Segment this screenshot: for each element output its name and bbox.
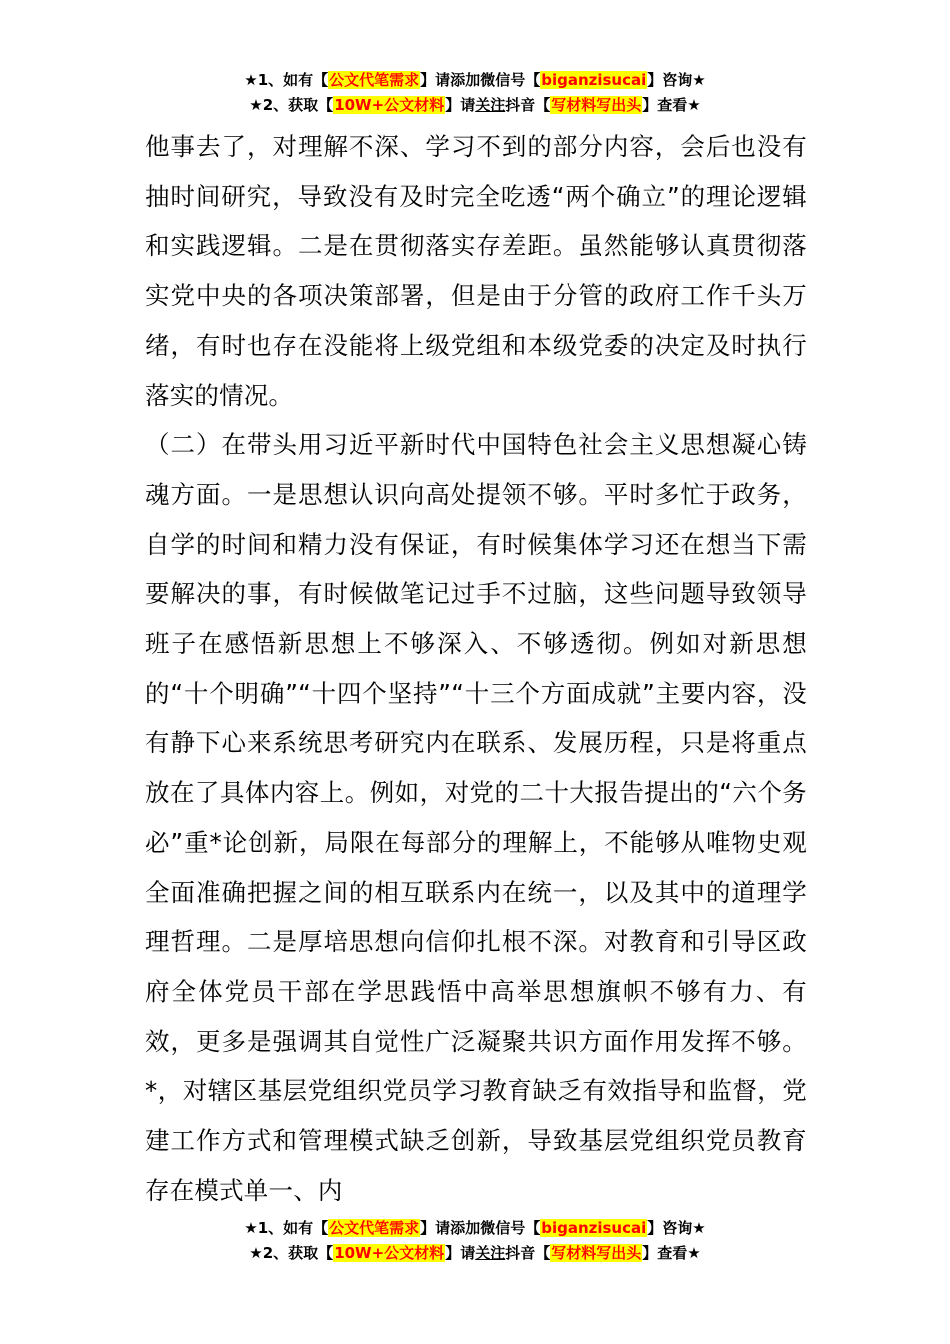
header-line-2 [0, 93, 950, 118]
footer-materials-highlight: 10W+公文材料 [334, 1244, 445, 1262]
footer-line-1-prefix: ★1、如有【 [244, 1219, 329, 1237]
header-line-1-prefix: ★1、如有【 [244, 71, 329, 89]
footer-line-1-mid: 】请添 [420, 1219, 466, 1237]
header-line-1 [0, 68, 950, 93]
header-line-1-mid2: 微信号【 [480, 71, 541, 89]
footer-wechat-id: biganzisucai [541, 1219, 647, 1237]
header-line-1-mid: 】请添 [420, 71, 466, 89]
footer-line-1 [0, 1216, 950, 1241]
paragraph-2: （二）在带头用习近平新时代中国特色社会主义思想凝心铸魂方面。一是思想认识向高处提领不够。平时多忙于政务，自学的时间和精力没有保证，有时候集体学习还在想当下需要解决的事，有时候做笔记过手不过脑，这些问题导致领导班子在感悟新思想上不够深入、不够透彻。例如对新思想的“十个明确”“十四个坚持”“十三个方面成就”主要内容，没有静下心来系统思考研究内在联系、发展历程，只是将重点放在了具体内容上。例如，对党的二十大报告提出的“六个务必”重*论创新，局限在每部分的理解上，不能够从唯物史观全面准确把握之间的相互联系内在统一，以及其中的道理学理哲理。二是厚培思想向信仰扎根不深。对教育和引导区政府全体党员干部在学思践悟中高举思想旗帜不够有力、有效，更多是强调其自觉性广泛凝聚共识方面作用发挥不够。*，对辖区基层党组织党员学习教育缺乏有效指导和监督，党建工作方式和管理模式缺乏创新，导致基层党组织党员教育存在模式单一、内 [145, 430, 807, 1205]
header-materials-highlight: 10W+公文材料 [334, 96, 445, 114]
footer-line-1-suffix: 】咨询★ [647, 1219, 706, 1237]
header-douyin-account: 写材料写出头 [551, 96, 642, 114]
header-line-2-suffix: 】查看★ [642, 96, 701, 114]
footer-service-highlight: 公文代笔需求 [329, 1219, 420, 1237]
header-wechat-id: biganzisucai [541, 71, 647, 89]
header-line-2-mid: 】请 [445, 96, 476, 114]
footer-banner [0, 1216, 950, 1266]
header-line-1-bold: 加 [465, 71, 481, 89]
footer-line-2 [0, 1241, 950, 1266]
header-line-2-mid2: 抖音【 [505, 96, 551, 114]
header-banner [0, 68, 950, 118]
footer-follow-underline: 关注 [475, 1244, 506, 1262]
footer-line-2-mid2: 抖音【 [505, 1244, 551, 1262]
header-line-2-prefix: ★2、获取【 [249, 96, 334, 114]
footer-line-2-suffix: 】查看★ [642, 1244, 701, 1262]
header-line-1-suffix: 】咨询★ [647, 71, 706, 89]
header-follow-underline: 关注 [475, 96, 506, 114]
footer-line-2-mid: 】请 [445, 1244, 476, 1262]
footer-douyin-account: 写材料写出头 [551, 1244, 642, 1262]
footer-line-1-mid2: 微信号【 [480, 1219, 541, 1237]
footer-line-1-bold: 加 [465, 1219, 481, 1237]
footer-line-2-prefix: ★2、获取【 [249, 1244, 334, 1262]
header-service-highlight: 公文代笔需求 [329, 71, 420, 89]
document-body [145, 122, 807, 1208]
paragraph-1: 他事去了，对理解不深、学习不到的部分内容，会后也没有抽时间研究，导致没有及时完全吃透“两个确立”的理论逻辑和实践逻辑。二是在贯彻落实存差距。虽然能够认真贯彻落实党中央的各项决策部署，但是由于分管的政府工作千头万绪，有时也存在没能将上级党组和本级党委的决定及时执行落实的情况。 [145, 132, 807, 410]
